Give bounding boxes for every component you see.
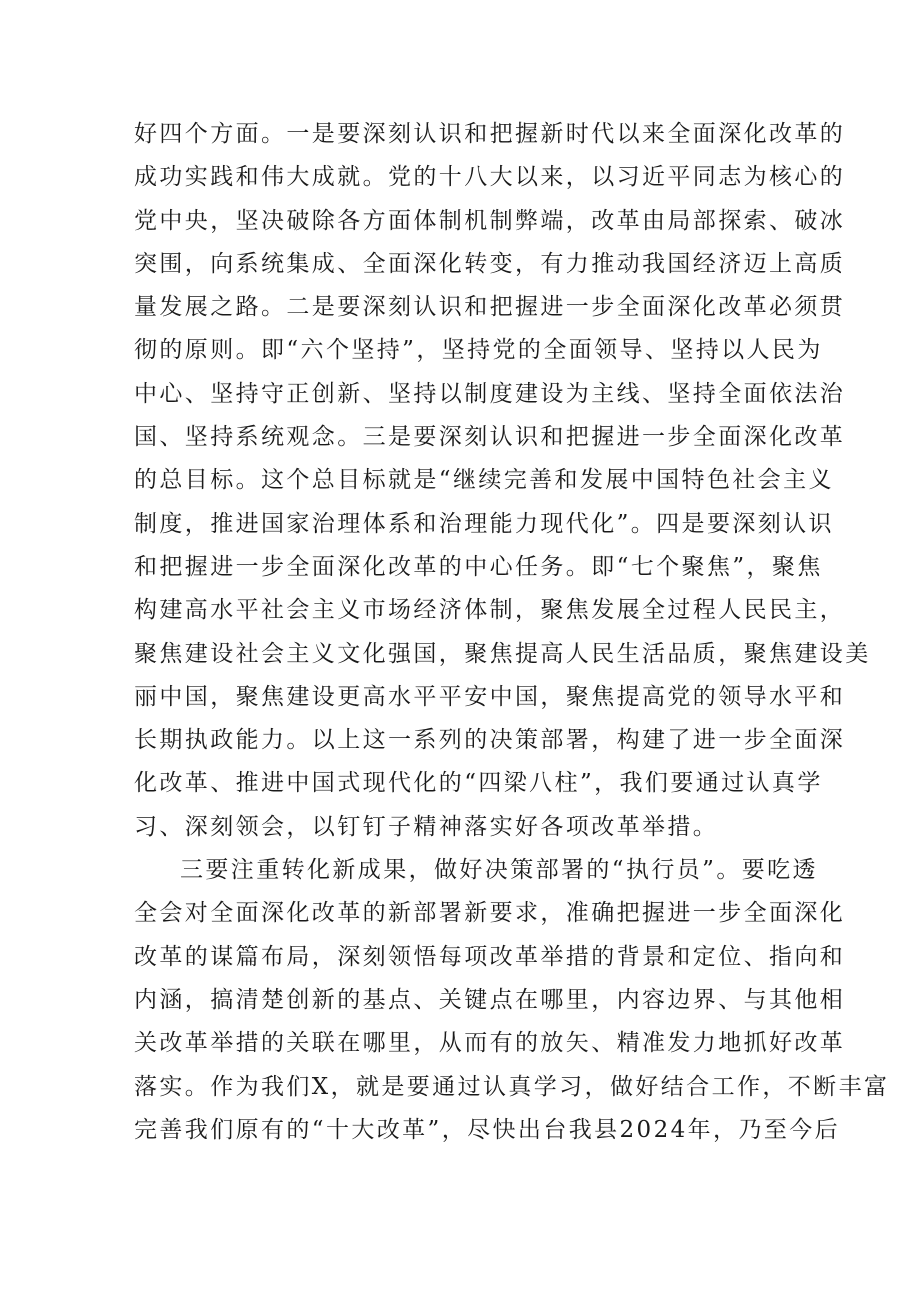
text-line: 长期执政能力。以上这一系列的决策部署，构建了进一步全面深 xyxy=(134,727,846,754)
text-line: 突围，向系统集成、全面深化转变，有力推动我国经济迈上高质 xyxy=(134,250,846,277)
text-line: 国、坚持系统观念。三是要深刻认识和把握进一步全面深化改革 xyxy=(134,424,846,451)
text-line: 丽中国，聚焦建设更高水平平安中国，聚焦提高党的领导水平和 xyxy=(134,683,846,710)
text-line: 构建高水平社会主义市场经济体制，聚焦发展全过程人民民主， xyxy=(134,597,846,624)
text-line: 改革的谋篇布局，深刻领悟每项改革举措的背景和定位、指向和 xyxy=(134,943,846,970)
body-text xyxy=(134,113,890,1152)
text-line: 内涵，搞清楚创新的基点、关键点在哪里，内容边界、与其他相 xyxy=(134,986,846,1013)
text-line: 和把握进一步全面深化改革的中心任务。即“七个聚焦”，聚焦 xyxy=(134,553,823,580)
text-line: 制度，推进国家治理体系和治理能力现代化”。四是要深刻认识 xyxy=(134,510,834,537)
text-line: 关改革举措的关联在哪里，从而有的放矢、精准发力地抓好改革 xyxy=(134,1030,846,1057)
text-line: 化改革、推进中国式现代化的“四梁八柱”，我们要通过认真学 xyxy=(134,770,823,797)
text-line: 好四个方面。一是要深刻认识和把握新时代以来全面深化改革的 xyxy=(134,121,846,147)
text-line: 的总目标。这个总目标就是“继续完善和发展中国特色社会主义 xyxy=(134,467,834,494)
text-line: 聚焦建设社会主义文化强国，聚焦提高人民生活品质，聚焦建设美 xyxy=(134,640,871,667)
text-line: 彻的原则。即“六个坚持”，坚持党的全面领导、坚持以人民为 xyxy=(134,337,823,364)
text-line: 量发展之路。二是要深刻认识和把握进一步全面深化改革必须贯 xyxy=(134,294,846,321)
text-line: 习、深刻领会，以钉钉子精神落实好各项改革举措。 xyxy=(134,813,719,840)
text-line: 完善我们原有的“十大改革”，尽快出台我县2024年，乃至今后 xyxy=(134,1116,841,1143)
text-line: 党中央，坚决破除各方面体制机制弊端，改革由局部探索、破冰 xyxy=(134,207,846,234)
text-line: 成功实践和伟大成就。党的十八大以来，以习近平同志为核心的 xyxy=(134,164,846,191)
text-line: 中心、坚持守正创新、坚持以制度建设为主线、坚持全面依法治 xyxy=(134,380,846,407)
text-line: 落实。作为我们X，就是要通过认真学习，做好结合工作，不断丰富 xyxy=(134,1073,890,1100)
text-line: 全会对全面深化改革的新部署新要求，准确把握进一步全面深化 xyxy=(134,900,846,927)
text-line: 三要注重转化新成果，做好决策部署的“执行员”。要吃透 xyxy=(180,857,818,884)
